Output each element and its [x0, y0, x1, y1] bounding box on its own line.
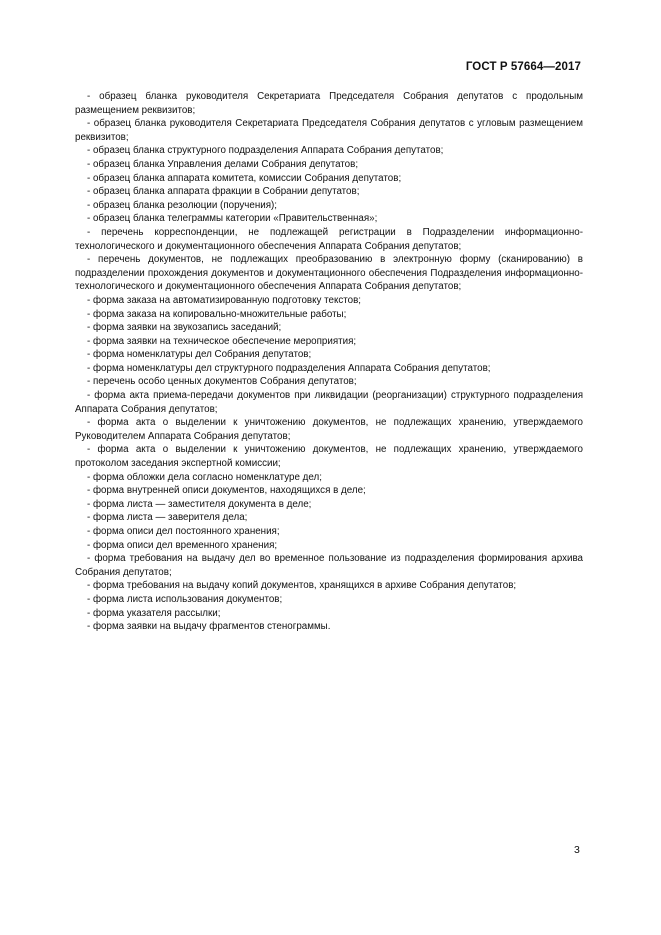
list-item: - форма внутренней описи документов, находящихся в деле; — [87, 485, 366, 497]
page-number: 3 — [574, 844, 580, 856]
list-item: - образец бланка аппарата фракции в Собрании депутатов; — [87, 186, 360, 198]
list-item: - форма требования на выдачу дел во временное пользование из подразделения формирования архива Собрания депутатов; — [75, 553, 583, 578]
list-item: - перечень документов, не подлежащих преобразованию в электронную форму (сканированию) в подразделении прохождения документов и документационного обеспечения Подразделения информационно-технологического и документационного обеспечения Аппарата Собрания депутатов; — [75, 254, 583, 293]
list-item: - форма листа использования документов; — [87, 593, 283, 605]
list-item: - образец бланка резолюции (поручения); — [87, 199, 278, 211]
list-item: - форма листа — заверителя дела; — [87, 512, 248, 524]
list-item: - форма акта о выделении к уничтожению документов, не подлежащих хранению, утверждаемого протоколом заседания экспертной комиссии; — [75, 444, 583, 470]
list-item: - форма листа — заместителя документа в деле; — [87, 498, 312, 510]
list-item: - форма описи дел постоянного хранения; — [87, 526, 280, 537]
list-item: - образец бланка руководителя Секретариата Председателя Собрания депутатов с угловым размещением реквизитов; — [75, 118, 583, 143]
list-item: - форма указателя рассылки; — [87, 607, 221, 619]
list-item: - форма акта о выделении к уничтожению документов, не подлежащих хранению, утверждаемого Руководителем Аппарата Собрания депутатов; — [75, 417, 583, 442]
list-item: - форма заказа на копировально-множительные работы; — [87, 308, 347, 320]
list-item: - форма заявки на выдачу фрагментов стенограммы. — [87, 621, 331, 633]
list-item: - форма заявки на техническое обеспечение мероприятия; — [87, 335, 357, 347]
list-item: - форма требования на выдачу копий документов, хранящихся в архиве Собрания депутатов; — [87, 580, 517, 592]
list-item: - форма описи дел временного хранения; — [87, 539, 278, 551]
list-item: - образец бланка Управления делами Собрания депутатов; — [87, 158, 359, 170]
list-item: - форма обложки дела согласно номенклатуре дел; — [87, 471, 322, 483]
list-item: - образец бланка аппарата комитета, комиссии Собрания депутатов; — [87, 172, 402, 184]
list-item: - образец бланка руководителя Секретариата Председателя Собрания депутатов с продольным размещением реквизитов; — [75, 91, 583, 116]
list-item: - форма акта приема-передачи документов при ликвидации (реорганизации) структурного подразделения Аппарата Собрания депутатов; — [75, 390, 583, 415]
list-item: - перечень корреспонденции, не подлежащей регистрации в Подразделении информационно-технологического и документационного обеспечения Аппарата Собрания депутатов; — [75, 226, 583, 252]
list-item: - форма номенклатуры дел Собрания депутатов; — [87, 349, 312, 361]
standard-header: ГОСТ Р 57664—2017 — [465, 61, 581, 73]
list-item: - форма заявки на звукозапись заседаний; — [87, 322, 282, 334]
document-body — [75, 90, 583, 634]
list-item: - форма заказа на автоматизированную подготовку текстов; — [87, 294, 362, 306]
list-item: - перечень особо ценных документов Собрания депутатов; — [87, 376, 357, 388]
list-item: - форма номенклатуры дел структурного подразделения Аппарата Собрания депутатов; — [87, 362, 491, 374]
list-item: - образец бланка телеграммы категории «Правительственная»; — [87, 213, 378, 225]
list-item: - образец бланка структурного подразделения Аппарата Собрания депутатов; — [87, 145, 444, 157]
